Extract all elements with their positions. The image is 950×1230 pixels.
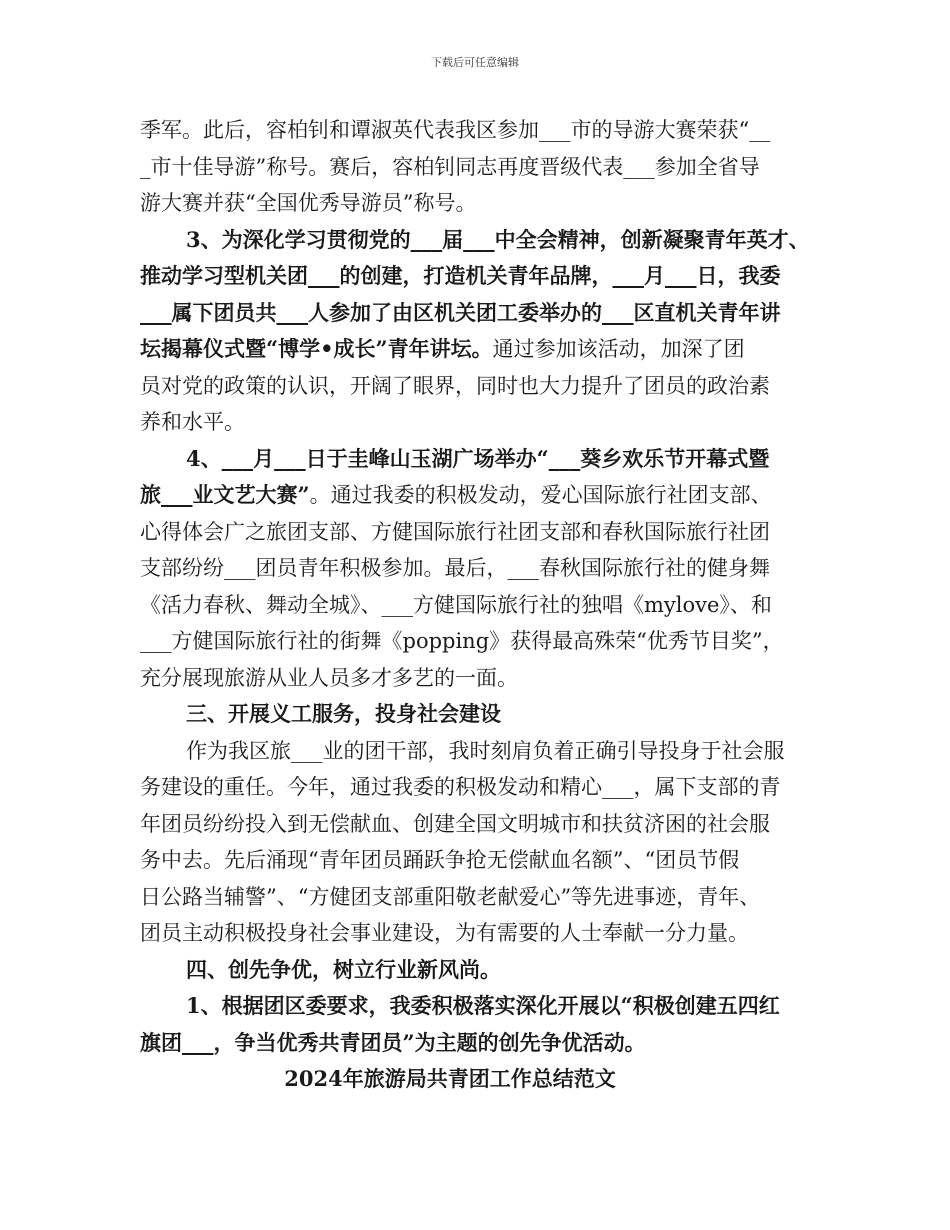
text-line: 养和水平。 — [140, 410, 245, 434]
text-line: ___属下团员共___人参加了由区机关团工委举办的___区直机关青年讲 — [140, 299, 781, 325]
text-line: 团员主动积极投身社会事业建设，为有需要的人士奉献一分力量。 — [140, 921, 749, 945]
text-line: 日公路当辅警”、“方健团支部重阳敬老献爱心”等先进事迹，青年、 — [140, 884, 761, 909]
text-line: 旗团___，争当优秀共青团员”为主题的创先争优活动。 — [140, 1029, 646, 1055]
section-heading: 三、开展义工服务，投身社会建设 — [186, 701, 501, 726]
text-line: 务建设的重任。今年，通过我委的积极发动和精心___，属下支部的青 — [140, 775, 781, 799]
text-line: 作为我区旅___业的团干部，我时刻肩负着正确引导投身于社会服 — [186, 738, 785, 763]
bold-span: 旅___业文艺大赛” — [140, 482, 310, 507]
text-line: 4、___月___日于圭峰山玉湖广场举办“___葵乡欢乐节开幕式暨 — [186, 445, 770, 471]
text-line: 推动学习型机关团___的创建，打造机关青年品牌，___月___日，我委 — [140, 263, 781, 288]
text-line: 《活力春秋、舞动全城》、___方健国际旅行社的独唱《mylove》、和 — [140, 592, 772, 617]
bold-span: 坛揭幕仪式暨“博学•成长”青年讲坛。 — [140, 336, 493, 361]
text-line: 年团员纷纷投入到无偿献血、创建全国文明城市和扶贫济困的社会服 — [140, 811, 770, 836]
text-line: 员对党的政策的认识，开阔了眼界，同时也大力提升了团员的政治素 — [140, 373, 770, 398]
text-line: 1、根据团区委要求，我委积极落实深化开展以“积极创建五四红 — [186, 993, 780, 1018]
text-line: _市十佳导游”称号。赛后，容柏钊同志再度晋级代表___参加全省导 — [140, 154, 760, 179]
normal-span: 通过参加该活动，加深了团 — [492, 337, 745, 361]
text-line: 务中去。先后涌现“青年团员踊跃争抢无偿献血名额”、“团员节假 — [140, 848, 740, 872]
text-line: 支部纷纷___团员青年积极参加。最后，___春秋国际旅行社的健身舞 — [140, 556, 770, 580]
normal-span: 。通过我委的积极发动，爱心国际旅行社团支部、 — [309, 483, 772, 507]
section-heading: 四、创先争优，树立行业新风尚。 — [186, 956, 501, 982]
document-body — [140, 112, 820, 1098]
page-header: 下载后可任意编辑 — [431, 56, 519, 69]
text-line — [140, 477, 820, 514]
text-line: 3、为深化学习贯彻党的___届___中全会精神，创新凝聚青年英才、 — [186, 226, 810, 252]
text-line: 充分展现旅游从业人员多才多艺的一面。 — [140, 665, 518, 690]
text-line: 季军。此后，容柏钊和谭淑英代表我区参加___市的导游大赛荣获“__ — [140, 118, 771, 142]
text-line: ___方健国际旅行社的街舞《popping》获得最高殊荣“优秀节目奖”， — [140, 629, 784, 653]
text-line: 游大赛并获“全国优秀导游员”称号。 — [140, 191, 477, 215]
text-line: 心得体会广之旅团支部、方健国际旅行社团支部和春秋国际旅行社团 — [140, 519, 770, 544]
document-title: 2024年旅游局共青团工作总结范文 — [284, 1066, 616, 1091]
text-line — [140, 331, 820, 368]
